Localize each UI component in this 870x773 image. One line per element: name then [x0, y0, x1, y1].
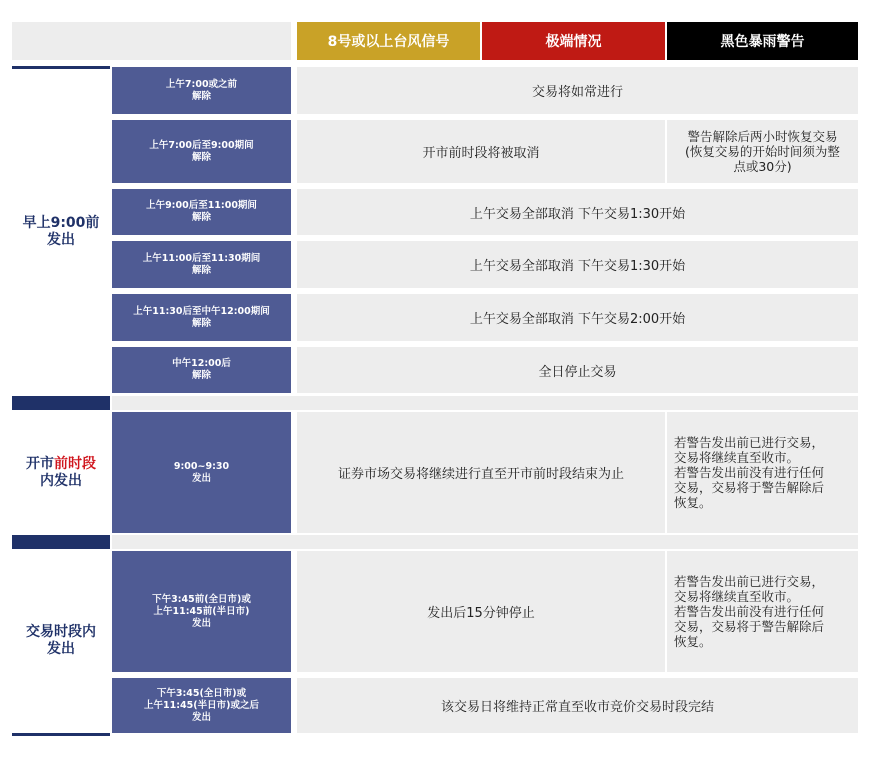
issue-time-cell: 下午3:45(全日市)或 上午11:45(半日市)或之后 发出 [112, 678, 291, 733]
trading-outcome-cell: 发出后15分钟停止 [297, 551, 665, 672]
group-label-line-1 [26, 456, 96, 473]
group-label-prefix: 开市 [26, 455, 54, 472]
section-separator-bar [12, 396, 110, 410]
release-time-cell: 上午9:00后至11:00期间 解除 [112, 189, 291, 235]
issue-time-cell: 9:00~9:30 发出 [112, 412, 291, 533]
group-label-highlight: 前时段 [54, 455, 96, 472]
section-separator-fill [112, 396, 858, 410]
group-label-pre-opening [12, 412, 110, 533]
trading-outcome-cell: 上午交易全部取消 下午交易1:30开始 [297, 241, 858, 288]
rainstorm-note-cell: 若警告发出前已进行交易， 交易将继续直至收市。 若警告发出前没有进行任何 交易，交易将于警告解除后 恢复。 [667, 551, 858, 672]
trading-outcome-cell: 交易将如常进行 [297, 67, 858, 114]
trading-outcome-cell: 上午交易全部取消 下午交易1:30开始 [297, 189, 858, 235]
trading-outcome-cell: 开市前时段将被取消 [297, 120, 665, 183]
group-label-before-9am: 早上9:00前 发出 [22, 215, 100, 248]
trading-outcome-cell: 证券市场交易将继续进行直至开市前时段结束为止 [297, 412, 665, 533]
header-black-rainstorm: 黑色暴雨警告 [667, 22, 858, 60]
release-time-cell: 上午7:00后至9:00期间 解除 [112, 120, 291, 183]
release-time-cell: 上午7:00或之前 解除 [112, 67, 291, 114]
header-typhoon-signal: 8号或以上台风信号 [297, 22, 480, 60]
header-corner-cell [12, 22, 291, 60]
group-label-line-2: 内发出 [40, 472, 82, 489]
section-separator-fill [112, 535, 858, 549]
rainstorm-note-cell: 警告解除后两小时恢复交易 (恢复交易的开始时间须为整 点或30分) [667, 120, 858, 183]
trading-outcome-cell: 上午交易全部取消 下午交易2:00开始 [297, 294, 858, 341]
issue-time-cell: 下午3:45前(全日市)或 上午11:45前(半日市) 发出 [112, 551, 291, 672]
release-time-cell: 中午12:00后 解除 [112, 347, 291, 393]
trading-outcome-cell: 该交易日将维持正常直至收市竞价交易时段完结 [297, 678, 858, 733]
rainstorm-note-cell: 若警告发出前已进行交易， 交易将继续直至收市。 若警告发出前没有进行任何 交易，交易将于警告解除后 恢复。 [667, 412, 858, 533]
release-time-cell: 上午11:30后至中午12:00期间 解除 [112, 294, 291, 341]
header-extreme-conditions: 极端情况 [482, 22, 665, 60]
section-separator-bar [12, 535, 110, 549]
group-label-trading-session: 交易时段内 发出 [26, 624, 96, 657]
release-time-cell: 上午11:00后至11:30期间 解除 [112, 241, 291, 288]
table-bottom-line [12, 733, 110, 736]
trading-outcome-cell: 全日停止交易 [297, 347, 858, 393]
